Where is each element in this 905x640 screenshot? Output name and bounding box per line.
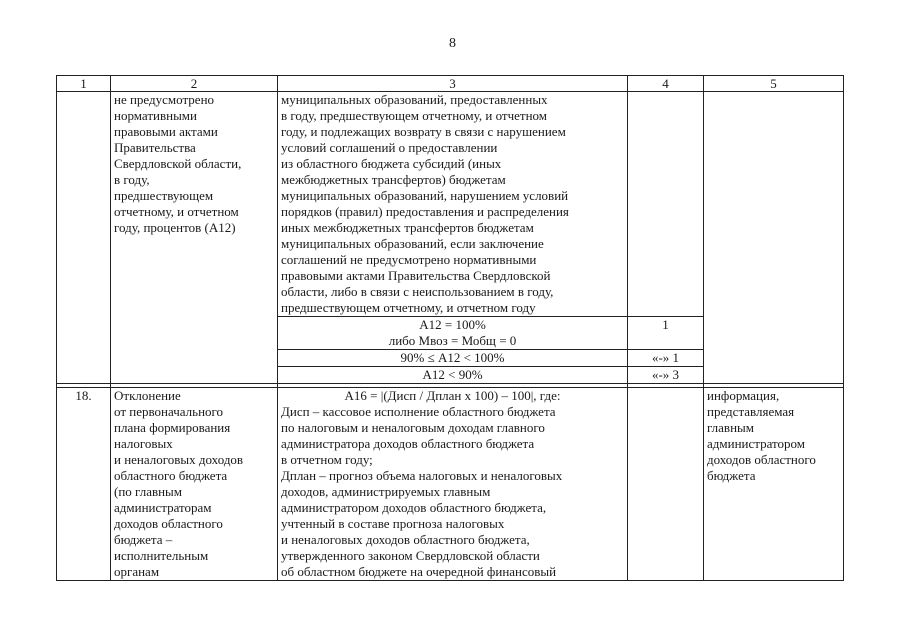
a12-score-blank (628, 92, 704, 317)
row-18-desc-line: администратором доходов областного бюджета, (281, 500, 547, 515)
row-18-desc-line: утвержденного законом Свердловской области (281, 548, 540, 563)
row-18-source-line: администратором (707, 436, 806, 451)
row-18-name-line: бюджета – (114, 532, 173, 547)
row-18-name-line: областного бюджета (114, 468, 228, 483)
a12-desc-line: межбюджетных трансфертов) бюджетам (281, 172, 506, 187)
a12-description-row (57, 92, 844, 317)
row-18-source-line: главным (707, 420, 754, 435)
a12-condition-3: А12 < 90% (278, 367, 628, 384)
row-18-name-line: плана формирования (114, 420, 231, 435)
row-18-name-line: исполнительным (114, 548, 209, 563)
a12-desc-line: в году, предшествующем отчетному, и отчетном (281, 108, 547, 123)
a12-desc-line: правовыми актами Правительства Свердловской (281, 268, 551, 283)
row-18-desc-line: учтенный в составе прогноза налоговых (281, 516, 505, 531)
row-18-desc-line: администратора доходов областного бюджета (281, 436, 535, 451)
row-18-name-line: налоговых (114, 436, 173, 451)
column-number-5: 5 (704, 76, 844, 92)
row-18-formula: А16 = |(Дисп / Дплан х 100) – 100|, где: (344, 388, 561, 403)
row-18-name-line: (по главным (114, 484, 183, 499)
a12-desc-line: муниципальных образований, если заключение (281, 236, 544, 251)
a12-indicator-name (111, 92, 278, 384)
a12-desc-line: году, и подлежащих возврату в связи с нарушением (281, 124, 566, 139)
row-18-desc-line: по налоговым и неналоговым доходам главного (281, 420, 545, 435)
row-18-source-line: представляемая (707, 404, 795, 419)
row-18-desc-line: Дплан – прогноз объема налоговых и неналоговых (281, 468, 563, 483)
a12-condition-line: А12 = 100% (419, 317, 486, 332)
row-18-name-line: Отклонение (114, 388, 181, 403)
row-18-number: 18. (57, 388, 111, 581)
column-number-1: 1 (57, 76, 111, 92)
column-number-3: 3 (278, 76, 628, 92)
a12-desc-line: области, либо в связи с неиспользованием в году, (281, 284, 554, 299)
row-18-desc-line: Дисп – кассовое исполнение областного бюджета (281, 404, 556, 419)
a12-name-line: в году, (114, 172, 150, 187)
row-18-desc-line: и неналоговых доходов областного бюджета, (281, 532, 530, 547)
row-18-name-line: и неналоговых доходов (114, 452, 244, 467)
a12-name-line: правовыми актами (114, 124, 218, 139)
row-18-name-line: органам (114, 564, 160, 579)
a12-desc-line: из областного бюджета субсидий (иных (281, 156, 502, 171)
a12-name-line: Правительства (114, 140, 196, 155)
row-18-source (704, 388, 844, 581)
a12-desc-line: муниципальных образований, нарушением условий (281, 188, 569, 203)
indicator-table (56, 75, 844, 581)
a12-number-cell (57, 92, 111, 384)
a12-desc-line: порядков (правил) предоставления и распределения (281, 204, 569, 219)
row-18-formula-description (278, 388, 628, 581)
row-18-desc-line: в отчетном году; (281, 452, 373, 467)
row-18-indicator-name (111, 388, 278, 581)
a12-desc-line: муниципальных образований, предоставленных (281, 92, 548, 107)
row-18-source-line: бюджета (707, 468, 756, 483)
row-18-name-line: администраторам (114, 500, 212, 515)
a12-desc-line: иных межбюджетных трансфертов бюджетам (281, 220, 534, 235)
row-18-source-line: информация, (707, 388, 780, 403)
column-number-2: 2 (111, 76, 278, 92)
row-18-name-line: доходов областного (114, 516, 223, 531)
a12-desc-line: соглашений не предусмотрено нормативными (281, 252, 537, 267)
row-18-source-line: доходов областного (707, 452, 816, 467)
a12-name-line: отчетному, и отчетном (114, 204, 239, 219)
a12-condition-line: либо Мвоз = Мобщ = 0 (388, 333, 517, 348)
row-18-name-line: от первоначального (114, 404, 224, 419)
a12-name-line: году, процентов (А12) (114, 220, 236, 235)
a12-score-3: «-» 3 (628, 367, 704, 384)
row-18 (57, 388, 844, 581)
column-number-row (57, 76, 844, 92)
a12-desc-line: условий соглашений о предоставлении (281, 140, 498, 155)
row-18-desc-line: об областном бюджете на очередной финансовый (281, 564, 557, 579)
a12-condition-2: 90% ≤ А12 < 100% (278, 350, 628, 367)
a12-name-line: Свердловской области, (114, 156, 242, 171)
a12-name-line: нормативными (114, 108, 197, 123)
row-18-desc-line: доходов, администрируемых главным (281, 484, 491, 499)
page-number: 8 (449, 36, 456, 51)
column-number-4: 4 (628, 76, 704, 92)
a12-score-2: «-» 1 (628, 350, 704, 367)
a12-source-cell (704, 92, 844, 384)
a12-formula-description (278, 92, 628, 317)
a12-name-line: не предусмотрено (114, 92, 215, 107)
row-18-score-cell (628, 388, 704, 581)
a12-name-line: предшествующем (114, 188, 214, 203)
a12-desc-line: предшествующем отчетному, и отчетном году (281, 300, 536, 315)
a12-condition-1 (278, 317, 628, 350)
a12-score-1: 1 (628, 317, 704, 350)
